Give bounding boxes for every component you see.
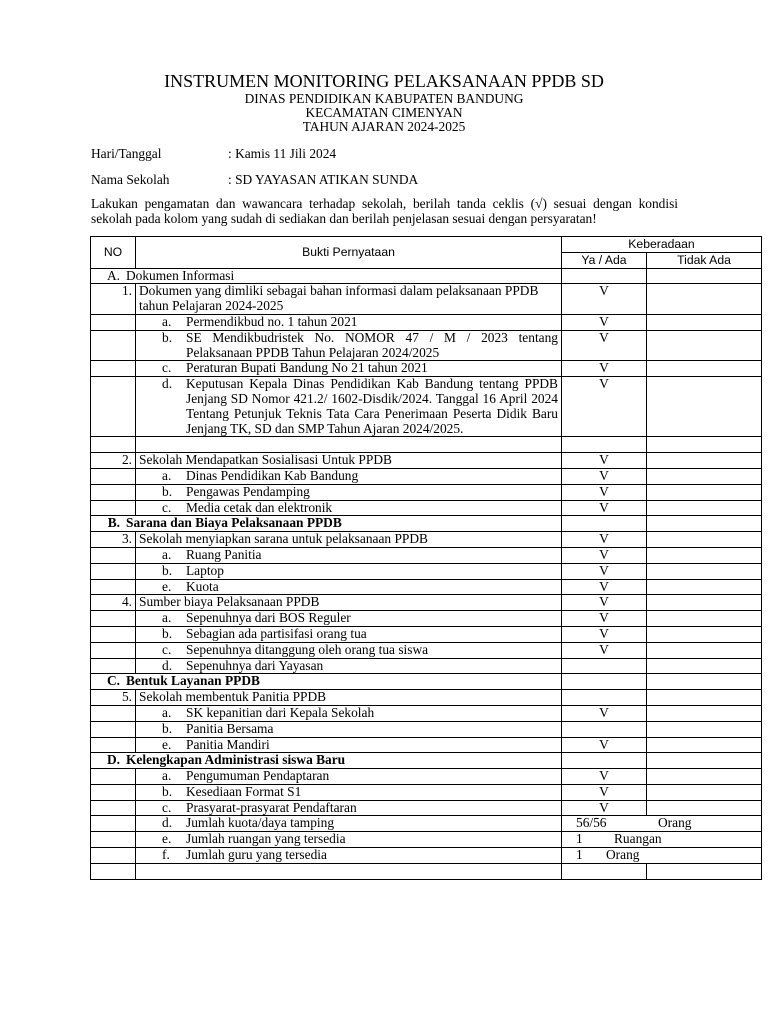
tidak-ada-cell — [647, 468, 762, 484]
header-no: NO — [91, 237, 136, 269]
jumlah-value: 1 — [576, 847, 583, 863]
section-title: Bentuk Layanan PPDB — [126, 673, 260, 689]
jumlah-unit: Orang — [658, 815, 692, 831]
no-cell — [91, 468, 136, 484]
section-letter: A. — [106, 267, 120, 283]
section-title: Kelengkapan Administrasi siswa Baru — [126, 752, 346, 768]
sub-text: Ruang Panitia — [186, 546, 262, 562]
sub-item — [139, 706, 558, 721]
ya-ada-cell: V — [562, 500, 647, 516]
sub-letter: d. — [162, 657, 173, 673]
tidak-ada-cell — [647, 626, 762, 642]
table-row — [91, 626, 762, 642]
table-row — [91, 832, 762, 848]
statement-cell — [136, 626, 562, 642]
ya-ada-cell: V — [562, 595, 647, 611]
table-row — [91, 563, 762, 579]
statement-cell — [136, 361, 562, 377]
statement-cell — [136, 284, 562, 315]
statement-text: Sumber biaya Pelaksanaan PPDB — [139, 594, 320, 610]
statement-cell — [136, 642, 562, 658]
statement-cell — [136, 848, 562, 864]
table-row — [91, 268, 762, 284]
no-cell — [91, 437, 136, 453]
statement-cell — [136, 863, 562, 879]
table-row — [91, 800, 762, 816]
tidak-ada-cell — [647, 674, 762, 690]
ya-ada-cell: V — [562, 532, 647, 548]
instruction-line-1: Lakukan pengamatan dan wawancara terhadap sekolah, berilah tanda ceklis (√) sesuai dengan kondisi — [91, 196, 678, 211]
tidak-ada-cell — [647, 611, 762, 627]
statement-cell — [136, 816, 562, 832]
sub-letter: a. — [162, 768, 172, 784]
ya-ada-cell: V — [562, 330, 647, 361]
sub-letter: b. — [162, 625, 173, 641]
no-cell — [91, 737, 136, 753]
document-title: INSTRUMEN MONITORING PELAKSANAAN PPDB SD — [164, 71, 604, 91]
statement-text: Sekolah membentuk Panitia PPDB — [139, 689, 327, 705]
sub-letter: e. — [162, 736, 172, 752]
tidak-ada-cell — [647, 437, 762, 453]
sub-item — [139, 627, 558, 642]
ya-ada-cell — [562, 674, 647, 690]
tidak-ada-cell — [647, 284, 762, 315]
jumlah-unit: Orang — [606, 847, 640, 863]
no-cell — [91, 361, 136, 377]
table-row — [91, 737, 762, 753]
tidak-ada-cell — [647, 769, 762, 785]
ya-ada-cell — [562, 863, 647, 879]
no-cell — [91, 705, 136, 721]
statement-cell — [136, 737, 562, 753]
table-row — [91, 848, 762, 864]
sub-item — [139, 377, 558, 436]
tidak-ada-cell — [647, 800, 762, 816]
table-row — [91, 516, 762, 532]
sub-letter: c. — [162, 360, 172, 376]
sub-text: Peraturan Bupati Bandung No 21 tahun 2021 — [186, 360, 428, 376]
table-row — [91, 642, 762, 658]
sub-text: Pengawas Pendamping — [186, 483, 310, 499]
sub-item — [139, 832, 558, 847]
sub-text: Laptop — [186, 562, 224, 578]
no-cell — [91, 658, 136, 674]
table-row — [91, 705, 762, 721]
ya-ada-cell — [562, 848, 762, 864]
sub-item — [139, 722, 558, 737]
statement-cell — [136, 705, 562, 721]
sub-letter: d. — [162, 376, 173, 392]
no-cell — [91, 848, 136, 864]
sub-item — [139, 659, 558, 674]
date-label: Hari/Tanggal — [91, 146, 162, 161]
ya-ada-cell: V — [562, 284, 647, 315]
table-row — [91, 484, 762, 500]
tidak-ada-cell — [647, 563, 762, 579]
ya-ada-cell: V — [562, 563, 647, 579]
sub-item — [139, 785, 558, 800]
academic-year: TAHUN AJARAN 2024-2025 — [302, 119, 466, 134]
table-row — [91, 547, 762, 563]
header-keberadaan: Keberadaan — [562, 237, 762, 253]
tidak-ada-cell — [647, 453, 762, 469]
ya-ada-cell: V — [562, 642, 647, 658]
date-value: : Kamis 11 Jili 2024 — [228, 146, 337, 161]
ya-ada-cell — [562, 721, 647, 737]
sub-item — [139, 816, 558, 831]
statement-cell — [136, 595, 562, 611]
statement-cell — [136, 377, 562, 437]
header-ya-ada: Ya / Ada — [562, 252, 647, 268]
monitoring-table — [90, 236, 762, 880]
tidak-ada-cell — [647, 863, 762, 879]
tidak-ada-cell — [647, 784, 762, 800]
statement-cell — [136, 547, 562, 563]
sub-letter: a. — [162, 610, 172, 626]
sub-text: Kesediaan Format S1 — [186, 783, 302, 799]
statement-cell — [136, 484, 562, 500]
table-row — [91, 468, 762, 484]
no-cell — [91, 784, 136, 800]
statement-cell — [136, 579, 562, 595]
sub-item — [139, 564, 558, 579]
tidak-ada-cell — [647, 330, 762, 361]
sub-item — [139, 611, 558, 626]
no-cell — [91, 484, 136, 500]
table-row — [91, 453, 762, 469]
sub-letter: d. — [162, 815, 173, 831]
section-cell — [91, 516, 562, 532]
sub-letter: b. — [162, 783, 173, 799]
ya-ada-cell: V — [562, 784, 647, 800]
table-row — [91, 532, 762, 548]
sub-text: Sepenuhnya dari BOS Reguler — [186, 610, 351, 626]
no-cell — [91, 642, 136, 658]
statement-cell — [136, 330, 562, 361]
sub-letter: c. — [162, 499, 172, 515]
table-row — [91, 284, 762, 315]
sub-letter: c. — [162, 641, 172, 657]
sub-letter: e. — [162, 831, 172, 847]
header-tidak-ada: Tidak Ada — [647, 252, 762, 268]
ya-ada-cell: V — [562, 484, 647, 500]
ya-ada-cell: V — [562, 611, 647, 627]
tidak-ada-cell — [647, 532, 762, 548]
table-row — [91, 769, 762, 785]
table-row — [91, 377, 762, 437]
no-cell — [91, 611, 136, 627]
section-cell — [91, 674, 562, 690]
ya-ada-cell — [562, 658, 647, 674]
ya-ada-cell: V — [562, 705, 647, 721]
table-row — [91, 863, 762, 879]
sub-letter: a. — [162, 313, 172, 329]
tidak-ada-cell — [647, 595, 762, 611]
sub-item — [139, 331, 558, 361]
statement-cell — [136, 784, 562, 800]
sub-item — [139, 848, 558, 863]
table-row — [91, 753, 762, 769]
sub-item — [139, 361, 558, 376]
statement-cell — [136, 800, 562, 816]
school-label: Nama Sekolah — [91, 172, 170, 187]
table-row — [91, 500, 762, 516]
sub-item — [139, 801, 558, 816]
sub-letter: f. — [162, 847, 170, 863]
section-title: Sarana dan Biaya Pelaksanaan PPDB — [126, 515, 342, 531]
no-cell — [91, 500, 136, 516]
sub-letter: b. — [162, 483, 173, 499]
table-row — [91, 784, 762, 800]
tidak-ada-cell — [647, 500, 762, 516]
sub-text: Sebagian ada partisifasi orang tua — [186, 625, 367, 641]
table-row — [91, 437, 762, 453]
tidak-ada-cell — [647, 377, 762, 437]
no-cell: 1. — [91, 284, 136, 315]
institution-name: DINAS PENDIDIKAN KABUPATEN BANDUNG — [244, 91, 524, 106]
table-row — [91, 658, 762, 674]
school-value: : SD YAYASAN ATIKAN SUNDA — [228, 172, 419, 187]
ya-ada-cell: V — [562, 737, 647, 753]
statement-text: Sekolah menyiapkan sarana untuk pelaksanaan PPDB — [139, 531, 428, 547]
no-cell: 5. — [91, 690, 136, 706]
header-bukti: Bukti Pernyataan — [136, 237, 562, 269]
section-title: Dokumen Informasi — [126, 267, 235, 283]
sub-letter: a. — [162, 467, 172, 483]
tidak-ada-cell — [647, 642, 762, 658]
ya-ada-cell — [562, 832, 762, 848]
ya-ada-cell: V — [562, 800, 647, 816]
table-body — [91, 268, 762, 879]
tidak-ada-cell — [647, 721, 762, 737]
no-cell: 2. — [91, 453, 136, 469]
no-cell — [91, 863, 136, 879]
no-cell — [91, 563, 136, 579]
sub-text: Prasyarat-prasyarat Pendaftaran — [186, 799, 357, 815]
district-name: KECAMATAN CIMENYAN — [305, 105, 463, 120]
statement-cell — [136, 658, 562, 674]
sub-text: SE Mendikbudristek No. NOMOR 47 / M / 2023 tentang Pelaksanaan PPDB Tahun Pelajaran 2024/2025 — [186, 329, 558, 360]
section-letter: C. — [106, 673, 120, 689]
sub-letter: c. — [162, 799, 172, 815]
no-cell — [91, 832, 136, 848]
statement-cell — [136, 500, 562, 516]
sub-letter: a. — [162, 546, 172, 562]
table-row — [91, 674, 762, 690]
sub-item — [139, 580, 558, 595]
tidak-ada-cell — [647, 658, 762, 674]
section-cell — [91, 268, 562, 284]
no-cell — [91, 579, 136, 595]
sub-item — [139, 548, 558, 563]
sub-item — [139, 643, 558, 658]
ya-ada-cell — [562, 437, 647, 453]
sub-text: Panitia Mandiri — [186, 736, 270, 752]
jumlah-value: 1 — [576, 831, 583, 847]
jumlah-unit: Ruangan — [614, 831, 662, 847]
statement-text: Dokumen yang dimliki sebagai bahan informasi dalam pelaksanaan PPDB tahun Pelajaran 2024-2025 — [139, 283, 539, 314]
section-letter: B. — [107, 515, 120, 531]
section-cell — [91, 753, 562, 769]
ya-ada-cell — [562, 816, 762, 832]
tidak-ada-cell — [647, 484, 762, 500]
statement-cell — [136, 721, 562, 737]
ya-ada-cell — [562, 753, 647, 769]
sub-text: Jumlah guru yang tersedia — [186, 847, 327, 863]
ya-ada-cell: V — [562, 547, 647, 563]
section-letter: D. — [106, 752, 120, 768]
table-row — [91, 690, 762, 706]
statement-cell — [136, 437, 562, 453]
jumlah-value: 56/56 — [576, 815, 607, 831]
sub-text: Sepenuhnya dari Yayasan — [186, 657, 324, 673]
no-cell — [91, 377, 136, 437]
instruction-line-2: sekolah pada kolom yang sudah di sediakan dan berilah penjelasan sesuai dengan persyaratan! — [91, 211, 597, 226]
no-cell: 4. — [91, 595, 136, 611]
tidak-ada-cell — [647, 690, 762, 706]
tidak-ada-cell — [647, 516, 762, 532]
sub-text: Keputusan Kepala Dinas Pendidikan Kab Bandung tentang PPDB Jenjang SD Nomor 421.2/ 1602-Disdik/2024. Tanggal 16 April 2024 Tentang Petunjuk Teknis Tata Cara Penerimaan Peserta Didik Baru Jenjang TK, SD dan SMP Tahun Ajaran 2024/2025. — [186, 376, 558, 436]
sub-item — [139, 769, 558, 784]
no-cell — [91, 816, 136, 832]
sub-item — [139, 485, 558, 500]
sub-text: Pengumuman Pendaptaran — [186, 768, 330, 784]
table-row — [91, 314, 762, 330]
sub-letter: b. — [162, 562, 173, 578]
ya-ada-cell: V — [562, 769, 647, 785]
sub-text: Panitia Bersama — [186, 720, 274, 736]
sub-item — [139, 501, 558, 516]
sub-text: Sepenuhnya ditanggung oleh orang tua siswa — [186, 641, 429, 657]
no-cell — [91, 314, 136, 330]
statement-cell — [136, 611, 562, 627]
no-cell — [91, 800, 136, 816]
tidak-ada-cell — [647, 753, 762, 769]
ya-ada-cell: V — [562, 626, 647, 642]
ya-ada-cell: V — [562, 314, 647, 330]
ya-ada-cell — [562, 516, 647, 532]
sub-item — [139, 738, 558, 753]
sub-text: Jumlah ruangan yang tersedia — [186, 831, 346, 847]
statement-text: Sekolah Mendapatkan Sosialisasi Untuk PPDB — [139, 452, 392, 468]
table-row — [91, 361, 762, 377]
ya-ada-cell: V — [562, 579, 647, 595]
no-cell — [91, 547, 136, 563]
tidak-ada-cell — [647, 268, 762, 284]
ya-ada-cell: V — [562, 377, 647, 437]
sub-text: Kuota — [186, 578, 219, 594]
sub-text: Jumlah kuota/daya tamping — [186, 815, 335, 831]
statement-cell — [136, 532, 562, 548]
ya-ada-cell — [562, 690, 647, 706]
table-row — [91, 721, 762, 737]
statement-cell — [136, 769, 562, 785]
sub-text: SK kepanitian dari Kepala Sekolah — [186, 704, 375, 720]
table-row — [91, 579, 762, 595]
tidak-ada-cell — [647, 737, 762, 753]
statement-cell — [136, 832, 562, 848]
sub-item — [139, 469, 558, 484]
no-cell — [91, 626, 136, 642]
sub-text: Dinas Pendidikan Kab Bandung — [186, 467, 359, 483]
no-cell — [91, 721, 136, 737]
sub-letter: e. — [162, 578, 172, 594]
statement-cell — [136, 453, 562, 469]
tidak-ada-cell — [647, 579, 762, 595]
tidak-ada-cell — [647, 547, 762, 563]
statement-cell — [136, 690, 562, 706]
statement-cell — [136, 468, 562, 484]
tidak-ada-cell — [647, 361, 762, 377]
sub-text: Media cetak dan elektronik — [186, 499, 333, 515]
statement-cell — [136, 314, 562, 330]
ya-ada-cell: V — [562, 453, 647, 469]
no-cell — [91, 769, 136, 785]
sub-letter: a. — [162, 704, 172, 720]
table-row — [91, 330, 762, 361]
table-row — [91, 611, 762, 627]
sub-letter: b. — [162, 329, 173, 345]
no-cell: 3. — [91, 532, 136, 548]
sub-text: Permendikbud no. 1 tahun 2021 — [186, 313, 358, 329]
ya-ada-cell: V — [562, 361, 647, 377]
table-row — [91, 595, 762, 611]
tidak-ada-cell — [647, 314, 762, 330]
tidak-ada-cell — [647, 705, 762, 721]
no-cell — [91, 330, 136, 361]
sub-item — [139, 315, 558, 330]
table-row — [91, 816, 762, 832]
ya-ada-cell: V — [562, 468, 647, 484]
ya-ada-cell — [562, 268, 647, 284]
sub-letter: b. — [162, 720, 173, 736]
statement-cell — [136, 563, 562, 579]
